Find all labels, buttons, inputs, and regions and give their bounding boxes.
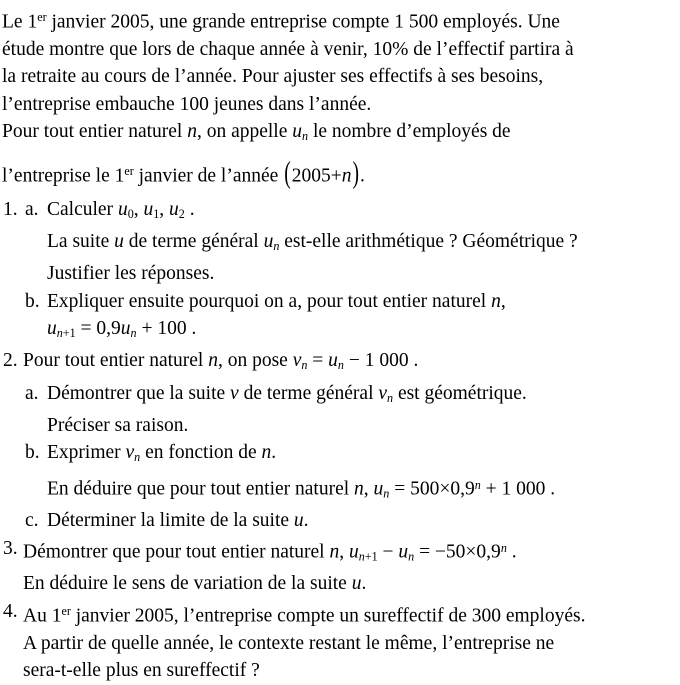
text-segment: − 1 000 .: [343, 350, 419, 372]
text-line: [0, 91, 680, 118]
text-segment: n: [491, 290, 501, 312]
text-segment: .: [303, 510, 309, 532]
text-segment: u: [292, 121, 303, 143]
text-segment: −: [377, 541, 399, 563]
text-segment: u: [263, 230, 274, 252]
text-segment: n: [187, 121, 197, 143]
text-segment: en fonction de: [140, 442, 262, 464]
text-segment: n: [329, 541, 340, 563]
text-segment: v: [230, 382, 239, 404]
list-letter-marker: a.: [25, 198, 39, 220]
text-segment: ,: [500, 290, 506, 312]
text-segment: er: [124, 163, 134, 178]
text-segment: u: [120, 318, 131, 340]
text-line: [0, 288, 680, 315]
text-segment: u: [143, 198, 154, 220]
text-line: [0, 118, 680, 150]
text-segment: u: [373, 478, 384, 500]
text-segment: Démontrer que la suite: [47, 382, 231, 404]
text-segment: n: [56, 325, 63, 340]
text-segment: le nombre d’employés de: [308, 121, 511, 143]
text-segment: u: [47, 318, 57, 340]
text-segment: de terme général: [238, 382, 379, 404]
text-segment: n: [474, 477, 481, 492]
text-line: [0, 315, 680, 347]
text-segment: v: [125, 442, 135, 464]
text-line: [0, 570, 680, 597]
list-number-marker: 3.: [3, 537, 18, 559]
text-line: [0, 36, 680, 63]
text-line: [0, 630, 680, 657]
text-segment: ,: [159, 198, 170, 220]
list-letter-marker: a.: [25, 382, 39, 404]
text-segment: est géométrique.: [393, 382, 527, 404]
text-line: [0, 380, 680, 412]
text-segment: sera-t-elle plus en sureffectif ?: [23, 660, 260, 682]
text-segment: = 500×0,9: [389, 478, 475, 500]
text-segment: janvier 2005, une grande entreprise compte 1 500 employés. Une: [46, 11, 560, 33]
list-letter-marker: b.: [25, 290, 40, 312]
text-segment: .: [361, 573, 367, 595]
text-segment: = −50×0,9: [414, 541, 501, 563]
text-segment: ,: [133, 198, 144, 220]
text-segment: Pour tout entier naturel: [23, 350, 209, 372]
text-segment: Déterminer la limite de la suite: [47, 510, 294, 532]
text-segment: En déduire le sens de variation de la suite: [23, 573, 352, 595]
text-segment: A partir de quelle année, le contexte restant le même, l’entreprise ne: [23, 632, 555, 654]
text-segment: n: [302, 129, 309, 144]
text-segment: +1: [62, 325, 76, 340]
text-segment: la retraite au cours de l’année. Pour ajuster ses effectifs à ses besoins,: [2, 66, 544, 88]
text-line: [0, 507, 680, 534]
text-segment: Justifier les réponses.: [47, 263, 215, 285]
text-segment: Expliquer ensuite pourquoi on a, pour tout entier naturel: [47, 290, 492, 312]
text-segment: u: [351, 573, 362, 595]
list-number-marker: 1.: [3, 198, 18, 220]
text-segment: Calculer: [47, 198, 118, 220]
text-segment: u: [169, 198, 179, 220]
text-segment: n: [301, 358, 308, 373]
text-line: [0, 472, 680, 508]
text-line: [0, 63, 680, 90]
text-segment: étude montre que lors de chaque année à venir, 10% de l’effectif partira à: [2, 39, 574, 61]
text-line: [0, 260, 680, 287]
text-segment: Préciser sa raison.: [47, 414, 189, 436]
text-segment: + 1 000 .: [480, 478, 556, 500]
text-segment: janvier 2005, l’entreprise compte un sureffectif de 300 employés.: [70, 605, 586, 627]
text-segment: er: [37, 10, 47, 24]
text-segment: Au 1: [23, 605, 62, 627]
text-segment: n: [341, 165, 352, 187]
list-letter-marker: b.: [25, 442, 40, 464]
text-segment: , on pose: [217, 350, 293, 372]
text-segment: Le 1: [2, 11, 38, 33]
text-line: [0, 4, 680, 36]
text-segment: En déduire que pour tout entier naturel: [47, 478, 355, 500]
text-segment: l’entreprise embauche 100 jeunes dans l’année.: [2, 93, 372, 115]
text-segment: n: [383, 485, 390, 500]
text-line: [0, 196, 680, 228]
text-segment: n: [408, 549, 415, 564]
text-segment: Pour tout entier naturel: [2, 121, 188, 143]
text-line: [0, 347, 680, 379]
text-segment: n: [134, 450, 141, 465]
text-segment: Démontrer que pour tout entier naturel: [23, 541, 330, 563]
text-segment: est-elle arithmétique ? Géométrique ?: [279, 230, 578, 252]
text-segment: +1: [364, 549, 378, 564]
list-number-marker: 2.: [3, 350, 18, 372]
text-segment: .: [359, 165, 365, 187]
text-line: [0, 598, 680, 630]
text-segment: La suite: [47, 230, 115, 252]
text-line: [0, 228, 680, 260]
text-segment: Exprimer: [47, 442, 126, 464]
text-segment: n: [387, 390, 394, 405]
list-number-marker: 4.: [3, 600, 18, 622]
text-segment: = 0,9: [75, 318, 121, 340]
text-segment: 2005+: [291, 165, 342, 187]
text-segment: u: [117, 198, 128, 220]
text-segment: .: [184, 198, 195, 220]
text-segment: n: [261, 442, 272, 464]
text-segment: er: [61, 603, 71, 618]
text-segment: =: [307, 350, 329, 372]
list-letter-marker: c.: [25, 510, 39, 532]
text-segment: ,: [339, 541, 349, 563]
text-segment: de terme général: [123, 230, 264, 252]
text-segment: l’entreprise le 1: [2, 165, 125, 187]
text-segment: 0: [127, 206, 134, 221]
text-line: [0, 439, 680, 471]
text-segment: n: [273, 238, 280, 253]
text-segment: ,: [363, 478, 374, 500]
text-segment: u: [398, 541, 409, 563]
text-segment: 1: [153, 206, 160, 221]
text-segment: n: [337, 358, 344, 373]
text-line: [0, 535, 680, 571]
text-segment: n: [208, 350, 218, 372]
text-segment: janvier de l’année: [133, 165, 284, 187]
text-line: [0, 412, 680, 439]
tall-parenthesis: (: [284, 158, 291, 191]
text-segment: n: [354, 478, 364, 500]
text-segment: + 100 .: [136, 318, 197, 340]
text-segment: .: [271, 442, 277, 464]
text-segment: , on appelle: [196, 121, 293, 143]
text-segment: u: [328, 350, 338, 372]
text-line: [0, 151, 680, 196]
text-segment: v: [292, 350, 302, 372]
text-segment: .: [506, 541, 517, 563]
text-segment: u: [293, 510, 304, 532]
text-segment: u: [114, 230, 124, 252]
text-segment: v: [378, 382, 388, 404]
text-segment: u: [348, 541, 359, 563]
text-line: [0, 657, 680, 684]
text-segment: n: [500, 540, 507, 555]
text-segment: n: [130, 325, 137, 340]
tall-parenthesis: ): [352, 158, 359, 191]
text-segment: n: [358, 549, 365, 564]
text-segment: 2: [178, 206, 185, 221]
